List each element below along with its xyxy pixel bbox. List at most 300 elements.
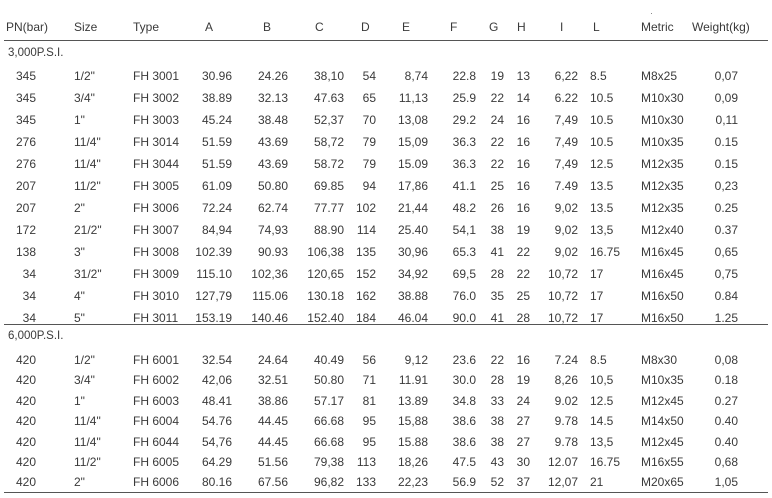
table-row <box>0 390 772 412</box>
cell-type: FH 6003 <box>133 393 180 408</box>
cell-f: 23.6 <box>452 353 476 367</box>
cell-l: 17 <box>590 289 604 303</box>
cell-f: 48.2 <box>452 201 476 215</box>
cell-d: 56 <box>362 353 376 367</box>
cell-d: 95 <box>362 434 376 449</box>
cell-f: 22.8 <box>452 69 476 83</box>
cell-pn: 34 <box>22 267 36 281</box>
cell-metric: M12x45 <box>641 434 684 449</box>
cell-weight: 0.15 <box>714 157 738 171</box>
cell-c: 79,38 <box>313 455 344 469</box>
cell-metric: M10x30 <box>641 91 684 105</box>
cell-pn: 207 <box>15 179 36 193</box>
cell-i: 7.24 <box>554 353 578 367</box>
cell-size: 2" <box>74 475 85 490</box>
cell-g: 22 <box>490 135 504 149</box>
cell-a: 64.29 <box>201 455 232 469</box>
cell-a: 51.59 <box>201 157 232 171</box>
cell-pn: 420 <box>15 434 36 449</box>
cell-f: 29.2 <box>452 113 476 127</box>
table-row <box>0 349 772 371</box>
cell-metric: M12x35 <box>641 179 684 193</box>
cell-h: 25 <box>516 289 530 303</box>
cell-l: 13,5 <box>590 223 614 237</box>
cell-l: 17 <box>590 311 604 325</box>
cell-size: 2" <box>74 201 85 215</box>
cell-e: 17,86 <box>397 179 428 193</box>
cell-type: FH 3009 <box>133 267 180 281</box>
cell-h: 27 <box>516 414 530 429</box>
cell-pn: 345 <box>15 113 36 127</box>
cell-a: 30.96 <box>201 69 232 83</box>
cell-b: 74,93 <box>257 223 288 237</box>
cell-g: 22 <box>490 91 504 105</box>
cell-e: 18,26 <box>397 455 428 469</box>
table-row <box>0 175 772 197</box>
cell-i: 7,49 <box>554 113 578 127</box>
cell-c: 152.40 <box>307 311 344 325</box>
header-metric: Metric <box>641 20 674 34</box>
cell-g: 41 <box>490 245 504 259</box>
cell-h: 16 <box>516 135 530 149</box>
cell-type: FH 3010 <box>133 289 180 303</box>
cell-pn: 420 <box>15 393 36 408</box>
cell-a: 153.19 <box>195 311 232 325</box>
cell-g: 19 <box>490 69 504 83</box>
cell-g: 26 <box>490 201 504 215</box>
cell-b: 44.45 <box>257 434 288 449</box>
cell-c: 52,37 <box>313 113 344 127</box>
table-row <box>0 131 772 153</box>
cell-size: 31/2" <box>74 267 102 281</box>
cell-g: 25 <box>490 179 504 193</box>
cell-i: 12.07 <box>547 455 578 469</box>
cell-f: 30.0 <box>452 373 476 388</box>
cell-l: 14.5 <box>590 414 614 429</box>
section-rule <box>4 324 768 325</box>
cell-h: 37 <box>516 475 530 490</box>
cell-metric: M12x35 <box>641 201 684 215</box>
header-pn: PN(bar) <box>6 20 49 34</box>
cell-g: 35 <box>490 289 504 303</box>
cell-weight: 0,75 <box>714 267 738 281</box>
cell-l: 13,5 <box>590 434 614 449</box>
cell-type: FH 6004 <box>133 414 180 429</box>
cell-b: 67.56 <box>257 475 288 490</box>
cell-f: 38.6 <box>452 434 476 449</box>
table-row <box>0 285 772 307</box>
cell-weight: 0,23 <box>714 179 738 193</box>
cell-metric: M16x50 <box>641 311 684 325</box>
cell-size: 3" <box>74 245 85 259</box>
cell-h: 16 <box>516 157 530 171</box>
cell-metric: M10x30 <box>641 113 684 127</box>
cell-size: 11/4" <box>74 157 101 171</box>
cell-e: 30,96 <box>397 245 428 259</box>
cell-size: 1/2" <box>74 353 95 367</box>
cell-weight: 0.40 <box>714 434 738 449</box>
cell-weight: 0.37 <box>714 223 738 237</box>
cell-g: 38 <box>490 414 504 429</box>
cell-f: 36.3 <box>452 135 476 149</box>
cell-a: 54,76 <box>201 434 232 449</box>
cell-f: 34.8 <box>452 393 476 408</box>
cell-b: 90.93 <box>257 245 288 259</box>
cell-pn: 420 <box>15 373 36 388</box>
cell-metric: M12x35 <box>641 157 684 171</box>
cell-metric: M12x40 <box>641 223 684 237</box>
cell-g: 33 <box>490 393 504 408</box>
cell-l: 21 <box>590 475 604 490</box>
cell-c: 106,38 <box>307 245 344 259</box>
cell-c: 58,72 <box>313 135 344 149</box>
cell-size: 11/4" <box>74 135 101 149</box>
section-rule <box>4 492 768 493</box>
cell-h: 19 <box>516 223 530 237</box>
cell-i: 7,49 <box>554 135 578 149</box>
cell-c: 40.49 <box>313 353 344 367</box>
cell-i: 12,07 <box>547 475 578 490</box>
cell-g: 52 <box>490 475 504 490</box>
cell-e: 46.04 <box>397 311 428 325</box>
cell-weight: 0,68 <box>714 455 738 469</box>
table-row <box>0 153 772 175</box>
cell-i: 10,72 <box>547 267 578 281</box>
cell-d: 152 <box>355 267 376 281</box>
cell-type: FH 6044 <box>133 434 180 449</box>
cell-h: 14 <box>516 91 530 105</box>
cell-h: 16 <box>516 179 530 193</box>
cell-type: FH 6006 <box>133 475 180 490</box>
cell-type: FH 3005 <box>133 179 180 193</box>
cell-metric: M8x25 <box>641 69 678 83</box>
cell-b: 44.45 <box>257 414 288 429</box>
cell-h: 22 <box>516 267 530 281</box>
table-row <box>0 263 772 285</box>
cell-h: 28 <box>516 311 530 325</box>
cell-metric: M10x35 <box>641 135 684 149</box>
cell-metric: M16x50 <box>641 289 684 303</box>
cell-c: 69.85 <box>313 179 344 193</box>
cell-pn: 34 <box>22 311 36 325</box>
cell-h: 16 <box>516 353 530 367</box>
cell-d: 184 <box>355 311 376 325</box>
cell-l: 12.5 <box>590 393 614 408</box>
cell-c: 38,10 <box>313 69 344 83</box>
cell-pn: 34 <box>22 289 36 303</box>
cell-a: 42,06 <box>201 373 232 388</box>
table-row <box>0 87 772 109</box>
cell-e: 15.09 <box>397 157 428 171</box>
cell-d: 162 <box>355 289 376 303</box>
cell-e: 15,09 <box>397 135 428 149</box>
section-title: 6,000P.S.I. <box>8 330 64 342</box>
cell-type: FH 3001 <box>133 69 180 83</box>
cell-e: 9,12 <box>404 353 428 367</box>
cell-type: FH 3008 <box>133 245 180 259</box>
cell-l: 10.5 <box>590 91 614 105</box>
cell-f: 41.1 <box>452 179 476 193</box>
cell-b: 24.64 <box>257 353 288 367</box>
cell-metric: M16x45 <box>641 267 684 281</box>
cell-type: FH 3014 <box>133 135 180 149</box>
cell-size: 3/4" <box>74 373 95 388</box>
cell-pn: 138 <box>15 245 36 259</box>
header-size: Size <box>74 20 98 34</box>
cell-a: 45.24 <box>201 113 232 127</box>
cell-type: FH 3044 <box>133 157 180 171</box>
cell-size: 1/2" <box>74 69 95 83</box>
cell-size: 11/4" <box>74 414 101 429</box>
cell-pn: 276 <box>15 157 36 171</box>
cell-b: 43.69 <box>257 135 288 149</box>
cell-l: 13.5 <box>590 179 614 193</box>
cell-f: 47.5 <box>452 455 476 469</box>
cell-d: 102 <box>355 201 376 215</box>
cell-pn: 420 <box>15 353 36 367</box>
header-c: C <box>315 20 324 34</box>
cell-d: 135 <box>355 245 376 259</box>
cell-d: 70 <box>362 113 376 127</box>
cell-h: 13 <box>516 69 530 83</box>
cell-d: 79 <box>362 157 376 171</box>
cell-l: 8.5 <box>590 353 607 367</box>
cell-type: FH 3011 <box>133 311 179 325</box>
cell-type: FH 6001 <box>133 353 180 367</box>
cell-f: 65.3 <box>452 245 476 259</box>
cell-e: 11,13 <box>398 91 428 105</box>
cell-g: 43 <box>490 455 504 469</box>
cell-f: 76.0 <box>452 289 476 303</box>
table-row <box>0 451 772 473</box>
cell-h: 19 <box>516 373 530 388</box>
cell-c: 130.18 <box>307 289 344 303</box>
cell-i: 10,72 <box>547 311 578 325</box>
cell-f: 69,5 <box>452 267 476 281</box>
cell-d: 81 <box>362 393 376 408</box>
cell-c: 66.68 <box>313 414 344 429</box>
section-title: 3,000P.S.I. <box>8 47 64 59</box>
cell-h: 22 <box>516 245 530 259</box>
cell-f: 56.9 <box>452 475 476 490</box>
cell-c: 66.68 <box>313 434 344 449</box>
cell-metric: M10x35 <box>641 373 684 388</box>
cell-c: 50.80 <box>313 373 344 388</box>
cell-type: FH 6005 <box>133 455 180 469</box>
table-row <box>0 307 772 329</box>
cell-metric: M8x30 <box>641 353 678 367</box>
cell-h: 27 <box>516 434 530 449</box>
cell-type: FH 3006 <box>133 201 180 215</box>
cell-e: 38.88 <box>397 289 428 303</box>
cell-c: 47.63 <box>313 91 344 105</box>
cell-g: 24 <box>490 113 504 127</box>
header-weight: Weight(kg) <box>692 20 750 34</box>
cell-d: 95 <box>362 414 376 429</box>
cell-f: 90.0 <box>452 311 476 325</box>
header-g: G <box>489 20 499 34</box>
cell-metric: M16x45 <box>641 245 684 259</box>
cell-g: 38 <box>490 223 504 237</box>
cell-d: 65 <box>362 91 376 105</box>
cell-i: 9.02 <box>554 393 578 408</box>
cell-i: 7.49 <box>554 179 578 193</box>
header-i: I <box>560 20 564 34</box>
cell-e: 34,92 <box>397 267 428 281</box>
header-l: L <box>593 20 600 34</box>
cell-i: 6.22 <box>554 91 578 105</box>
cell-weight: 0.84 <box>714 289 738 303</box>
cell-d: 54 <box>362 69 376 83</box>
cell-b: 38.86 <box>257 393 288 408</box>
cell-weight: 0.40 <box>714 414 738 429</box>
cell-size: 1" <box>74 113 85 127</box>
cell-g: 41 <box>490 311 504 325</box>
cell-g: 28 <box>490 267 504 281</box>
cell-e: 11.91 <box>398 373 428 388</box>
cell-g: 22 <box>490 157 504 171</box>
table-row <box>0 431 772 453</box>
cell-a: 48.41 <box>201 393 232 408</box>
cell-weight: 0,09 <box>714 91 738 105</box>
cell-weight: 0,08 <box>714 353 738 367</box>
cell-d: 79 <box>362 135 376 149</box>
cell-d: 114 <box>356 223 376 237</box>
table-row <box>0 241 772 263</box>
cell-g: 22 <box>490 353 504 367</box>
cell-i: 8,26 <box>554 373 578 388</box>
cell-i: 9,02 <box>554 245 578 259</box>
cell-l: 13.5 <box>590 201 614 215</box>
cell-i: 9,02 <box>554 223 578 237</box>
cell-c: 77.77 <box>313 201 344 215</box>
cell-metric: M16x55 <box>641 455 684 469</box>
cell-a: 80.16 <box>201 475 232 490</box>
cell-i: 9,02 <box>554 201 578 215</box>
header-f: F <box>450 20 458 34</box>
cell-a: 38.89 <box>201 91 232 105</box>
cell-e: 25.40 <box>397 223 428 237</box>
cell-e: 13.89 <box>397 393 428 408</box>
cell-c: 57.17 <box>313 393 344 408</box>
cell-l: 10.5 <box>590 135 614 149</box>
cell-pn: 207 <box>15 201 36 215</box>
cell-size: 5" <box>74 311 85 325</box>
cell-size: 1" <box>74 393 85 408</box>
cell-e: 15,88 <box>397 414 428 429</box>
cell-l: 16.75 <box>590 245 621 259</box>
cell-pn: 276 <box>15 135 36 149</box>
cell-b: 140.46 <box>251 311 288 325</box>
cell-metric: M12x45 <box>641 393 684 408</box>
cell-pn: 345 <box>15 91 36 105</box>
cell-e: 15.88 <box>397 434 428 449</box>
cell-h: 16 <box>516 201 530 215</box>
cell-pn: 420 <box>15 455 36 469</box>
table-row <box>0 109 772 131</box>
cell-b: 43.69 <box>257 157 288 171</box>
cell-size: 4" <box>74 289 85 303</box>
cell-b: 50.80 <box>257 179 288 193</box>
cell-b: 102,36 <box>251 267 288 281</box>
cell-a: 54.76 <box>201 414 232 429</box>
cell-f: 25.9 <box>452 91 476 105</box>
cell-h: 24 <box>516 393 530 408</box>
cell-a: 51.59 <box>201 135 232 149</box>
cell-l: 10,5 <box>590 373 614 388</box>
cell-a: 72.24 <box>201 201 232 215</box>
cell-size: 3/4" <box>74 91 95 105</box>
table-row <box>0 369 772 391</box>
cell-e: 13,08 <box>397 113 428 127</box>
cell-weight: 0.27 <box>714 393 738 408</box>
cell-weight: 0.15 <box>714 135 738 149</box>
cell-b: 32.13 <box>257 91 288 105</box>
cell-weight: 0.18 <box>714 373 738 388</box>
cell-c: 120,65 <box>307 267 344 281</box>
cell-f: 38.6 <box>452 414 476 429</box>
cell-weight: 0.25 <box>714 201 738 215</box>
cell-metric: M14x50 <box>641 414 684 429</box>
cell-i: 6,22 <box>554 69 578 83</box>
cell-c: 88.90 <box>313 223 344 237</box>
cell-l: 12.5 <box>590 157 614 171</box>
cell-l: 10.5 <box>590 113 614 127</box>
cell-size: 11/2" <box>74 179 101 193</box>
cell-f: 54,1 <box>452 223 476 237</box>
cell-b: 62.74 <box>257 201 288 215</box>
cell-type: FH 3003 <box>133 113 180 127</box>
table-row <box>0 219 772 241</box>
cell-b: 38.48 <box>257 113 288 127</box>
cell-size: 11/2" <box>74 455 101 469</box>
cell-e: 21,44 <box>397 201 428 215</box>
cell-pn: 420 <box>15 475 36 490</box>
cell-type: FH 6002 <box>133 373 180 388</box>
header-type: Type <box>133 20 160 34</box>
header-h: H <box>517 20 526 34</box>
cell-weight: 1.25 <box>714 311 738 325</box>
cell-weight: 0,65 <box>714 245 738 259</box>
header-mark: · <box>650 8 653 18</box>
cell-a: 115.10 <box>196 267 232 281</box>
cell-i: 7,49 <box>554 157 578 171</box>
header-d: D <box>361 20 370 34</box>
cell-pn: 420 <box>15 414 36 429</box>
cell-type: FH 3002 <box>133 91 180 105</box>
cell-g: 28 <box>490 373 504 388</box>
cell-f: 36.3 <box>452 157 476 171</box>
cell-pn: 172 <box>15 223 36 237</box>
cell-e: 8,74 <box>404 69 428 83</box>
cell-b: 24.26 <box>257 69 288 83</box>
cell-i: 9.78 <box>554 414 578 429</box>
cell-weight: 0,07 <box>714 69 738 83</box>
cell-a: 127,79 <box>195 289 232 303</box>
cell-type: FH 3007 <box>133 223 180 237</box>
cell-b: 32.51 <box>257 373 288 388</box>
cell-e: 22,23 <box>397 475 428 490</box>
cell-g: 38 <box>490 434 504 449</box>
cell-l: 16.75 <box>590 455 621 469</box>
cell-c: 96,82 <box>313 475 344 490</box>
cell-h: 30 <box>516 455 530 469</box>
table-row <box>0 197 772 219</box>
cell-c: 58.72 <box>313 157 344 171</box>
cell-weight: 0,11 <box>715 113 738 127</box>
table-row <box>0 410 772 432</box>
cell-metric: M20x65 <box>641 475 684 490</box>
